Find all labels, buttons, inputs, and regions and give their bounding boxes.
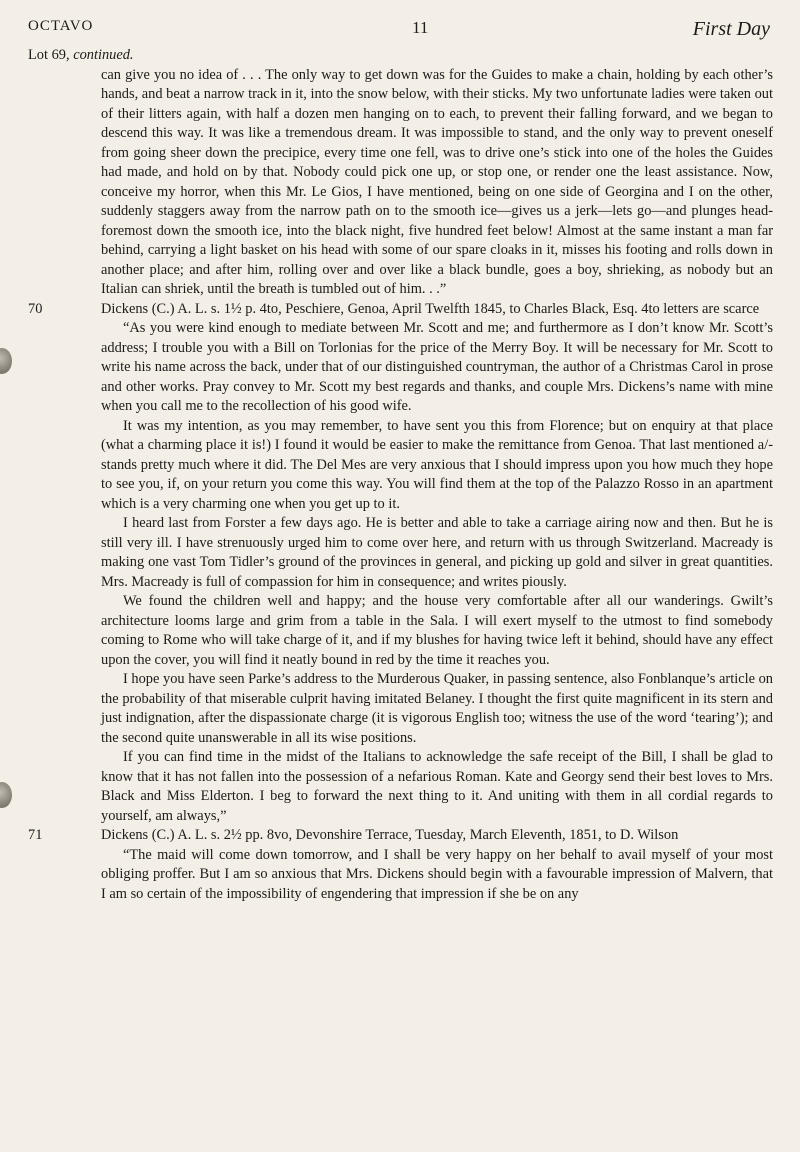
page-number: 11 bbox=[412, 18, 429, 37]
lot-70-paragraph: “As you were kind enough to mediate between Mr. Scott and me; and furthermore as I don’t know Mr. Scott’s address; I trouble you with a Bill on Torlonias for the price of the Merry Boy. It will be necessary for Mr. Scott to write his name across the back, under that of our distinguished countryman, the author of a Christmas Carol in prose and other works. Pray convey to Mr. Scott my best regards and thanks, and couple Mrs. Dickens’s name with mine when you call me to the recollection of his good wife. bbox=[101, 320, 773, 414]
lot-70-paragraph: I hope you have seen Parke’s address to the Murderous Quaker, in passing sentence, also Fonblanque’s article on the probability of that miserable culprit having imitated Belaney. I thought the first quite magnificent in its stern and just indignation, after the dispassionate charge (it is vigorous English too; witness the use of the word ‘tearing’); and the second quite unanswerable in all its wise positions. bbox=[101, 671, 773, 746]
lot-70-paragraph: It was my intention, as you may remember, to have sent you this from Florence; but on enquiry at that place (what a charming place it is!) I found it would be easier to make the remittance from Genoa. That last mentioned a/- stands pretty much where it did. The Del Mes are very anxious that I should impress upon you how much they hope to see you, if, on your return you come this way. You will find them at the top of the Palazzo Rosso in an apartment which is a very charming one when you get up to it. bbox=[101, 417, 773, 512]
lot-69-label: Lot 69, bbox=[28, 47, 70, 63]
lot-69-continued bbox=[28, 46, 773, 300]
lot-71-number: 71 bbox=[28, 827, 43, 843]
lot-71-paragraph: “The maid will come down tomorrow, and I shall be very happy on her behalf to avail myself of your most obliging proffer. But I am so anxious that Mrs. Dickens should begin with a favourable impression of Malvern, that I am so certain of the impossibility of engendering that impression if she be on any bbox=[101, 846, 773, 902]
lot-70 bbox=[28, 300, 773, 827]
lot-70-paragraph: We found the children well and happy; and the house very comfortable after all our wanderings. Gwilt’s architecture looms large and grim from a table in the Sala. I will exert myself to the utmost to find somebody coming to Rome who will take charge of it, and if my blushes for having twice left it behind, should have any effect upon the cover, you will find it neatly bound in red by the time it reaches you. bbox=[101, 593, 773, 668]
lot-70-paragraph: I heard last from Forster a few days ago. He is better and able to take a carriage airing now and then. But he is still very ill. I have strenuously urged him to come over here, and return with us through Switzerland. Macready is making one vast Tom Tidler’s ground of the provinces in general, and picking up gold and silver in great quantities. Mrs. Macready is full of compassion for him in consequence; and writes piously. bbox=[101, 515, 773, 590]
binding-hole-bottom bbox=[0, 782, 12, 808]
binding-hole-top bbox=[0, 348, 12, 374]
lot-69-continued-label: continued. bbox=[73, 47, 134, 63]
lot-70-paragraph: If you can find time in the midst of the Italians to acknowledge the safe receipt of the Bill, I shall be glad to know that it has not fallen into the possession of a nefarious Roman. Kate and Georgy send their best loves to Mrs. Black and Miss Elderton. I beg to forward the next thing to it. And uniting with them in all cordial regards to yourself, am always,” bbox=[101, 749, 773, 824]
header-format: OCTAVO bbox=[28, 18, 94, 34]
lot-69-text: can give you no idea of . . . The only way to get down was for the Guides to make a chain, holding by each other’s hands, and beat a narrow track in it, into the snow below, with their sticks. My two unfortunate ladies were taken out of their litters again, with half a dozen men hanging on to each, to prevent their falling forward, and we began to descend this way. It was like a tremendous dream. It was impossible to stand, and the only way to prevent oneself from going sheer down the precipice, every time one fell, was to drive one’s stick into one of the holes the Guides had made, and hold on by that. Nobody could pick one up, or stop one, or render one the least assistance. Now, conceive my horror, when this Mr. Le Gios, I have mentioned, being on one side of Georgina and I on the other, suddenly staggers away from the narrow path on to the smooth ice—gives us a jerk—lets go—and plunges head-foremost down the smooth ice, into the black night, five hundred feet below! Almost at the same instant a man far behind, carrying a light basket on his head with some of our spare cloaks in it, misses his footing and rolls down in another place; and after him, rolling over and over like a black bundle, goes a boy, shrieking, as nobody but an Italian can shriek, until the breath is tumbled out of him. . .” bbox=[101, 66, 773, 297]
header-day: First Day bbox=[692, 18, 770, 40]
lot-70-number: 70 bbox=[28, 300, 43, 317]
page-header bbox=[28, 18, 770, 44]
lot-71 bbox=[28, 826, 773, 904]
catalogue-text bbox=[28, 46, 773, 904]
lot-70-heading: Dickens (C.) A. L. s. 1½ p. 4to, Peschiere, Genoa, April Twelfth 1845, to Charles Black, Esq. 4to letters are scarce bbox=[101, 300, 760, 317]
lot-71-heading: Dickens (C.) A. L. s. 2½ pp. 8vo, Devonshire Terrace, Tuesday, March Eleventh, 1851, to D. Wilson bbox=[101, 827, 679, 843]
